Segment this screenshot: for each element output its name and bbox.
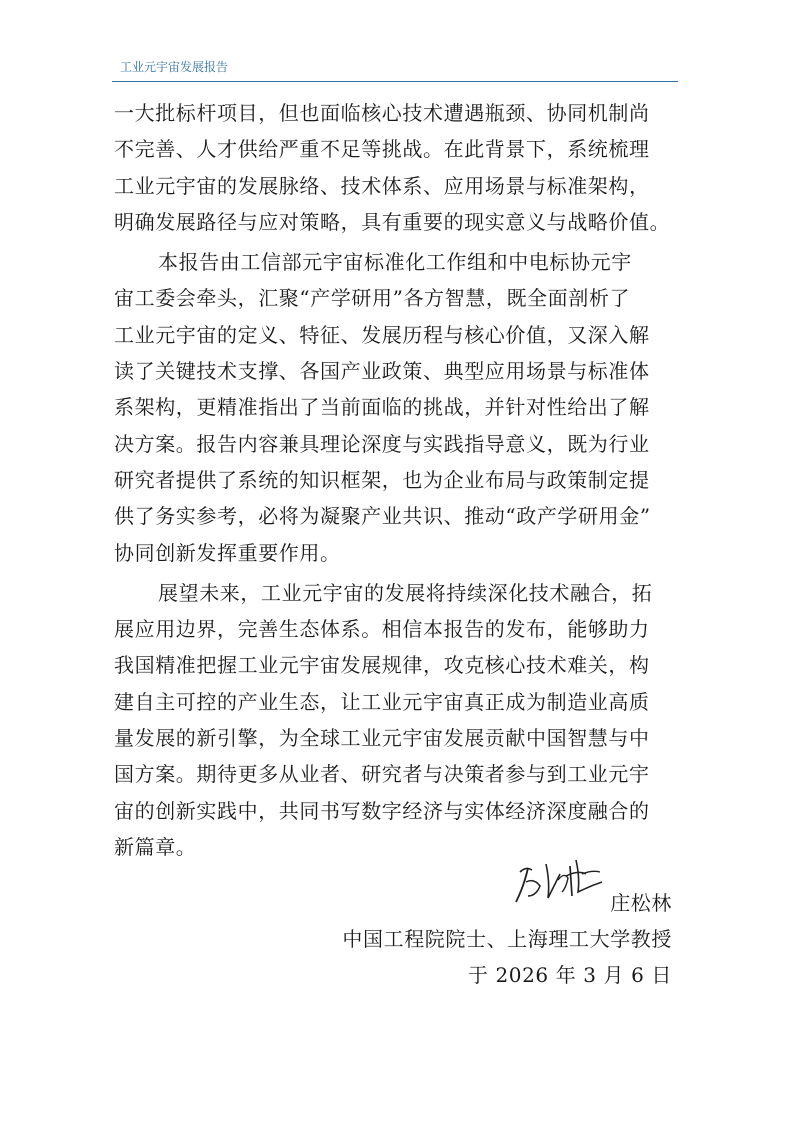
- paragraph-line: 工业元宇宙的定义、特征、发展历程与核心价值，又深入解: [114, 322, 650, 347]
- paragraph-line: 国方案。期待更多从业者、研究者与决策者参与到工业元宇: [114, 762, 650, 787]
- signature-block: [342, 885, 672, 993]
- paragraph-line: 工业元宇宙的发展脉络、技术体系、应用场景与标准架构，: [114, 173, 650, 198]
- paragraph-line: 读了关键技术支撑、各国产业政策、典型应用场景与标准体: [114, 359, 650, 384]
- paragraph-line: 我国精准把握工业元宇宙发展规律，攻克核心技术难关，构: [114, 653, 650, 678]
- paragraph-line: 协同创新发挥重要作用。: [114, 540, 341, 565]
- paragraph-line: 研究者提供了系统的知识框架，也为企业布局与政策制定提: [114, 467, 650, 492]
- paragraph-line: 量发展的新引擎，为全球工业元宇宙发展贡献中国智慧与中: [114, 726, 650, 751]
- author-title: 中国工程院院士、上海理工大学教授: [342, 927, 672, 951]
- header-divider: [112, 81, 678, 82]
- paragraph-line: 宙工委会牵头，汇聚“产学研用”各方智慧，既全面剖析了: [114, 286, 631, 311]
- paragraph-line: 本报告由工信部元宇宙标准化工作组和中电标协元宇: [158, 250, 632, 275]
- paragraph-line: 新篇章。: [114, 834, 197, 859]
- author-name: 庄松林: [610, 891, 672, 915]
- report-body: [114, 95, 682, 865]
- signing-date: 于 2026 年 3 月 6 日: [467, 963, 672, 987]
- paragraph-line: 明确发展路径与应对策略，具有重要的现实意义与战略价值。: [114, 209, 671, 234]
- paragraph-line: 一大批标杆项目，但也面临核心技术遭遇瓶颈、协同机制尚: [114, 101, 650, 125]
- paragraph-line: 不完善、人才供给严重不足等挑战。在此背景下，系统梳理: [114, 137, 650, 162]
- paragraph-line: 展望未来，工业元宇宙的发展将持续深化技术融合，拓: [158, 580, 653, 605]
- paragraph-line: 决方案。报告内容兼具理论深度与实践指导意义，既为行业: [114, 431, 650, 456]
- paragraph-line: 系架构，更精准指出了当前面临的挑战，并针对性给出了解: [114, 395, 650, 420]
- paragraph-line: 展应用边界，完善生态体系。相信本报告的发布，能够助力: [114, 617, 650, 642]
- paragraph-line: 宙的创新实践中，共同书写数字经济与实体经济深度融合的: [114, 798, 650, 823]
- paragraph-line: 建自主可控的产业生态，让工业元宇宙真正成为制造业高质: [114, 689, 650, 714]
- running-header: 工业元宇宙发展报告: [120, 60, 229, 74]
- paragraph-line: 供了务实参考，必将为凝聚产业共识、推动“政产学研用金”: [114, 504, 651, 529]
